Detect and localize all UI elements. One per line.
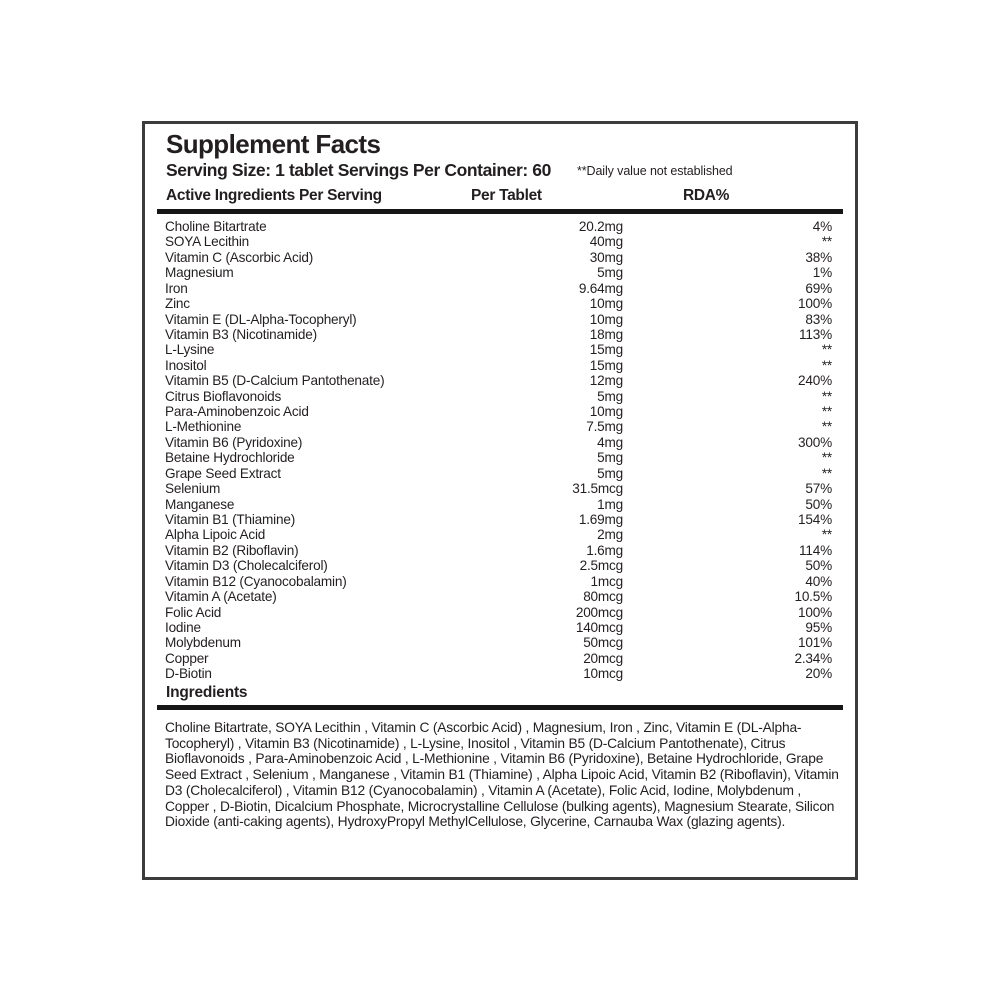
serving-size-line: Serving Size: 1 tablet Servings Per Container: 60 bbox=[166, 160, 551, 180]
ingredient-rda: 38% bbox=[805, 249, 832, 265]
ingredient-name: Selenium bbox=[165, 481, 221, 497]
table-row bbox=[145, 373, 855, 388]
ingredient-amount: 4mg bbox=[597, 434, 623, 450]
table-row bbox=[145, 358, 855, 373]
ingredient-name: Molybdenum bbox=[165, 635, 241, 651]
ingredient-rda: 20% bbox=[805, 666, 832, 682]
column-header-rda: RDA% bbox=[683, 187, 730, 204]
table-row bbox=[145, 543, 855, 558]
column-header-per-tablet: Per Tablet bbox=[471, 187, 542, 204]
table-row bbox=[145, 327, 855, 342]
table-row bbox=[145, 234, 855, 249]
ingredient-amount: 31.5mcg bbox=[572, 481, 623, 497]
ingredient-name: Magnesium bbox=[165, 265, 234, 281]
table-row bbox=[145, 589, 855, 604]
ingredient-amount: 20mcg bbox=[583, 650, 623, 666]
table-row bbox=[145, 312, 855, 327]
ingredient-name: SOYA Lecithin bbox=[165, 234, 250, 250]
ingredient-amount: 7.5mg bbox=[586, 419, 623, 435]
ingredient-name: Vitamin C (Ascorbic Acid) bbox=[165, 249, 314, 265]
table-row bbox=[145, 497, 855, 512]
ingredient-amount: 5mg bbox=[597, 265, 623, 281]
ingredient-name: Vitamin B6 (Pyridoxine) bbox=[165, 434, 303, 450]
ingredient-name: Grape Seed Extract bbox=[165, 465, 281, 481]
ingredient-name: Vitamin A (Acetate) bbox=[165, 589, 277, 605]
ingredient-rda: 114% bbox=[799, 542, 832, 558]
ingredient-amount: 12mg bbox=[589, 373, 623, 389]
table-row bbox=[145, 404, 855, 419]
ingredient-amount: 2mg bbox=[597, 527, 623, 543]
ingredient-rda: 100% bbox=[798, 296, 832, 312]
ingredient-amount: 10mg bbox=[589, 311, 623, 327]
table-row bbox=[145, 296, 855, 311]
ingredient-name: L-Methionine bbox=[165, 419, 242, 435]
ingredient-amount: 140mcg bbox=[575, 619, 623, 635]
ingredient-rda: 50% bbox=[805, 558, 832, 574]
ingredients-heading: Ingredients bbox=[166, 684, 248, 701]
table-row bbox=[145, 466, 855, 481]
ingredient-name: Vitamin B3 (Nicotinamide) bbox=[165, 326, 317, 342]
ingredient-rda: 113% bbox=[799, 326, 832, 342]
table-row bbox=[145, 435, 855, 450]
panel-title: Supplement Facts bbox=[166, 129, 381, 159]
ingredient-amount: 2.5mcg bbox=[579, 558, 623, 574]
ingredient-rda: 69% bbox=[805, 280, 832, 296]
ingredient-rda: 240% bbox=[798, 373, 832, 389]
ingredient-amount: 1mcg bbox=[590, 573, 623, 589]
ingredient-amount: 5mg bbox=[597, 450, 623, 466]
table-row bbox=[145, 219, 855, 234]
ingredient-rda: ** bbox=[821, 527, 832, 543]
table-row bbox=[145, 651, 855, 666]
table-row bbox=[145, 635, 855, 650]
ingredient-amount: 80mcg bbox=[583, 589, 623, 605]
ingredient-name: Folic Acid bbox=[165, 604, 222, 620]
ingredient-rda: 2.34% bbox=[794, 650, 832, 666]
ingredient-name: Alpha Lipoic Acid bbox=[165, 527, 266, 543]
ingredient-rda: ** bbox=[821, 465, 832, 481]
nutrient-table bbox=[145, 219, 855, 682]
ingredient-name: L-Lysine bbox=[165, 342, 215, 358]
ingredient-amount: 10mg bbox=[589, 404, 623, 420]
ingredient-rda: 4% bbox=[812, 219, 832, 234]
ingredient-name: Manganese bbox=[165, 496, 235, 512]
table-row bbox=[145, 389, 855, 404]
ingredient-amount: 9.64mg bbox=[578, 280, 623, 296]
ingredient-rda: 300% bbox=[798, 434, 832, 450]
ingredient-name: Vitamin B2 (Riboflavin) bbox=[165, 542, 299, 558]
table-row bbox=[145, 265, 855, 280]
ingredient-amount: 5mg bbox=[597, 465, 623, 481]
table-row bbox=[145, 527, 855, 542]
ingredient-amount: 50mcg bbox=[583, 635, 623, 651]
ingredient-name: Vitamin D3 (Cholecalciferol) bbox=[165, 558, 328, 574]
ingredient-name: Inositol bbox=[165, 357, 207, 373]
ingredient-amount: 10mg bbox=[589, 296, 623, 312]
ingredient-name: Vitamin B12 (Cyanocobalamin) bbox=[165, 573, 347, 589]
table-row bbox=[145, 605, 855, 620]
table-row bbox=[145, 281, 855, 296]
ingredient-amount: 15mg bbox=[589, 342, 623, 358]
ingredient-name: Iodine bbox=[165, 619, 201, 635]
ingredient-amount: 1mg bbox=[597, 496, 623, 512]
table-row bbox=[145, 574, 855, 589]
ingredient-rda: ** bbox=[821, 357, 832, 373]
ingredient-rda: 40% bbox=[805, 573, 832, 589]
ingredient-name: Para-Aminobenzoic Acid bbox=[165, 404, 309, 420]
ingredients-paragraph: Choline Bitartrate, SOYA Lecithin , Vitamin C (Ascorbic Acid) , Magnesium, Iron , Zinc, Vitamin E (DL-Alpha-Tocopheryl) , Vitamin B3 (Nicotinamide) , L-Lysine, Inositol , Vitamin B5 (D-Calcium Pantothenate), Citrus Bioflavonoids , Para-Aminobenzoic Acid , L-Methionine , Vitamin B6 (Pyridoxine), Betaine Hydrochloride, Grape Seed Extract , Selenium , Manganese , Vitamin B1 (Thiamine) , Alpha Lipoic Acid, Vitamin B2 (Riboflavin), Vitamin D3 (Cholecalciferol) , Vitamin B12 (Cyanocobalamin) , Vitamin A (Acetate), Folic Acid, Iodine, Molybdenum , Copper , D-Biotin, Dicalcium Phosphate, Microcrystalline Cellulose (bulking agents), Magnesium Stearate, Silicon Dioxide (anti-caking agents), HydroxyPropyl MethylCellulose, Glycerine, Carnauba Wax (glazing agents). bbox=[165, 720, 839, 830]
daily-value-note: **Daily value not established bbox=[577, 164, 733, 178]
ingredient-rda: 50% bbox=[805, 496, 832, 512]
table-row bbox=[145, 342, 855, 357]
ingredient-rda: ** bbox=[821, 234, 832, 250]
ingredient-rda: 83% bbox=[805, 311, 832, 327]
ingredients-divider-bar bbox=[157, 705, 843, 710]
ingredient-amount: 30mg bbox=[589, 249, 623, 265]
ingredient-amount: 20.2mg bbox=[578, 219, 623, 234]
table-row bbox=[145, 558, 855, 573]
ingredient-rda: 57% bbox=[805, 481, 832, 497]
ingredient-rda: 10.5% bbox=[794, 589, 832, 605]
ingredient-amount: 1.6mg bbox=[586, 542, 623, 558]
ingredient-rda: ** bbox=[821, 342, 832, 358]
ingredient-rda: ** bbox=[821, 450, 832, 466]
table-row bbox=[145, 620, 855, 635]
ingredient-amount: 18mg bbox=[589, 326, 623, 342]
table-row bbox=[145, 450, 855, 465]
ingredient-name: Zinc bbox=[165, 296, 190, 312]
ingredient-name: Vitamin B1 (Thiamine) bbox=[165, 512, 296, 528]
ingredient-name: Vitamin B5 (D-Calcium Pantothenate) bbox=[165, 373, 385, 389]
ingredient-amount: 1.69mg bbox=[578, 512, 623, 528]
ingredient-rda: ** bbox=[821, 388, 832, 404]
table-row bbox=[145, 419, 855, 434]
table-row bbox=[145, 512, 855, 527]
table-row bbox=[145, 481, 855, 496]
ingredient-name: Choline Bitartrate bbox=[165, 219, 267, 234]
ingredient-rda: ** bbox=[821, 419, 832, 435]
column-header-ingredient: Active Ingredients Per Serving bbox=[166, 187, 382, 204]
ingredient-name: Iron bbox=[165, 280, 188, 296]
ingredient-rda: 154% bbox=[798, 512, 832, 528]
table-row bbox=[145, 250, 855, 265]
ingredient-rda: 95% bbox=[805, 619, 832, 635]
ingredient-amount: 15mg bbox=[589, 357, 623, 373]
ingredient-amount: 10mcg bbox=[583, 666, 623, 682]
ingredient-amount: 5mg bbox=[597, 388, 623, 404]
header-divider-bar bbox=[157, 209, 843, 214]
ingredient-rda: 1% bbox=[812, 265, 832, 281]
ingredient-rda: 100% bbox=[798, 604, 832, 620]
ingredient-name: Vitamin E (DL-Alpha-Tocopheryl) bbox=[165, 311, 357, 327]
ingredient-rda: ** bbox=[821, 404, 832, 420]
supplement-facts-panel bbox=[142, 121, 858, 880]
ingredient-rda: 101% bbox=[798, 635, 832, 651]
ingredient-amount: 40mg bbox=[589, 234, 623, 250]
ingredient-name: D-Biotin bbox=[165, 666, 212, 682]
ingredient-amount: 200mcg bbox=[575, 604, 623, 620]
ingredient-name: Citrus Bioflavonoids bbox=[165, 388, 282, 404]
ingredient-name: Copper bbox=[165, 650, 209, 666]
table-row bbox=[145, 666, 855, 681]
ingredient-name: Betaine Hydrochloride bbox=[165, 450, 295, 466]
